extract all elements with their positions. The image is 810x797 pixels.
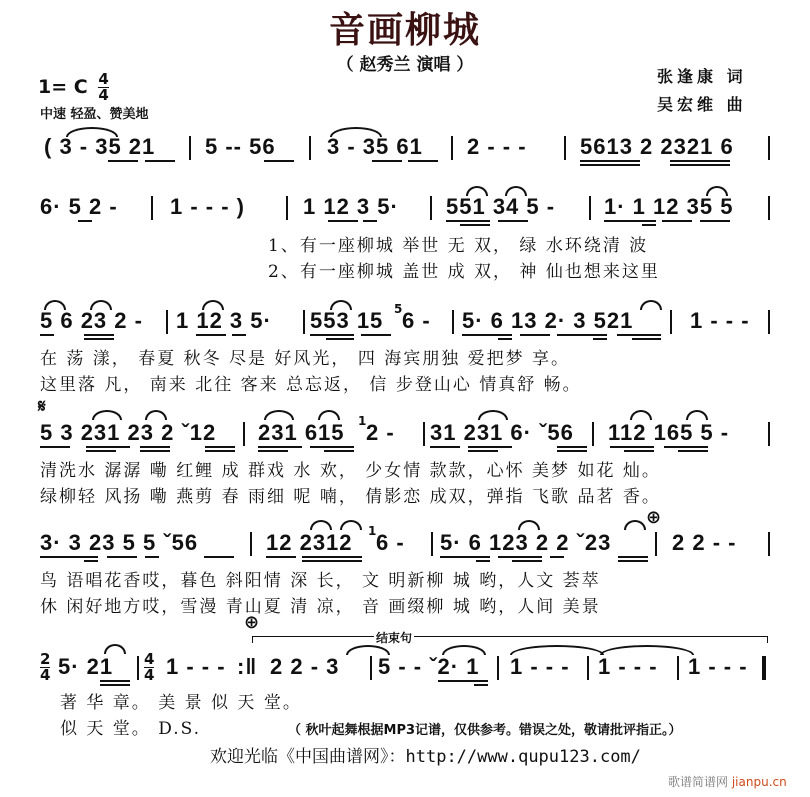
time-sig-den: 4 — [40, 666, 51, 684]
barline — [423, 422, 425, 446]
underline — [232, 334, 246, 336]
barline — [430, 196, 432, 220]
tie-arc — [510, 645, 604, 655]
lyrics-verse-1: 在 荡 漾， 春夏 秋冬 尽是 好风光， 四 海宾朋独 爱把梦 享。 — [40, 349, 571, 369]
barline — [309, 136, 311, 160]
underline — [310, 446, 354, 448]
measure: 1 - - - ) — [170, 194, 245, 219]
underline — [204, 556, 234, 558]
watermark-cn: 歌谱简谱网 — [668, 775, 729, 789]
underline — [632, 338, 661, 340]
key-signature — [38, 72, 109, 103]
underline — [78, 220, 92, 222]
measure: 3 - 35 61 — [327, 134, 423, 159]
barline — [768, 136, 770, 160]
underline — [302, 556, 362, 558]
measure: 6 - — [376, 530, 405, 555]
grace-note: 1 — [358, 414, 367, 428]
barline — [677, 656, 679, 680]
watermark — [668, 773, 787, 790]
song-title: 音画柳城 — [328, 10, 481, 51]
underline — [593, 338, 607, 340]
underline — [264, 160, 294, 162]
measure: 1 12 3 5· — [303, 194, 399, 219]
underline — [557, 446, 587, 448]
barline — [250, 532, 252, 556]
underline — [474, 684, 488, 686]
underline — [258, 450, 288, 452]
measure: 5 6 23 2 - — [40, 308, 143, 333]
tie-arc — [706, 186, 728, 196]
underline — [446, 220, 490, 222]
barline — [592, 422, 594, 446]
underline — [324, 450, 354, 452]
underline — [140, 450, 170, 452]
grace-note: 1 — [368, 524, 377, 538]
measure: 12 2312 — [266, 530, 353, 555]
time-signature-2-4 — [40, 652, 50, 683]
barline — [768, 196, 770, 220]
underline — [84, 338, 114, 340]
singer-credit: （ 赵秀兰 演唱 ） — [336, 55, 474, 75]
measure: 2 2 - - — [672, 530, 737, 555]
barline — [286, 196, 288, 220]
coda-icon: ⊕ — [646, 507, 662, 528]
tie-arc — [686, 410, 708, 420]
tie-arc — [264, 410, 294, 420]
underline — [196, 334, 226, 336]
underline — [618, 556, 648, 558]
underline — [302, 560, 362, 562]
tie-arc — [90, 300, 112, 310]
underline — [40, 446, 70, 448]
measure: 5· 6 13 2· 3 521 — [462, 308, 634, 333]
measure: 2 2 - 3 — [270, 654, 340, 679]
tie-arc — [330, 127, 382, 137]
segno-icon: 𝄋 — [38, 396, 46, 417]
repeat-sign: :‖ — [237, 654, 258, 679]
measure: 231 615 — [258, 420, 345, 445]
underline — [40, 556, 98, 558]
barline — [768, 310, 770, 334]
barline — [137, 656, 139, 680]
barline — [451, 136, 453, 160]
barline — [303, 310, 305, 334]
tie-arc — [66, 127, 118, 137]
underline — [100, 680, 130, 682]
lyricist-credit: 张逢康 词 — [657, 67, 747, 86]
measure: 6 - — [402, 308, 431, 333]
barline — [151, 196, 153, 220]
underline — [678, 450, 708, 452]
ending-bracket — [252, 636, 768, 643]
underline — [512, 560, 542, 562]
barline — [589, 196, 591, 220]
lyrics-verse-2: 2、有一座柳城 盖世 成 双， 神 仙也想来这里 — [268, 262, 660, 282]
underline — [310, 334, 354, 336]
underline — [498, 220, 528, 222]
underline — [100, 684, 130, 686]
underline — [108, 160, 138, 162]
tempo-marking: 中速 轻盈、赞美地 — [40, 107, 149, 122]
underline — [468, 446, 512, 448]
tie-arc — [104, 644, 126, 654]
underline — [670, 160, 730, 162]
measure: 3· 3 23 5 5 ˇ56 — [40, 530, 199, 555]
time-sig-num: 4 — [98, 70, 109, 88]
lyrics-verse-1: 著 华 章。 美 景 似 天 堂。 — [60, 693, 302, 713]
underline — [140, 446, 170, 448]
transcription-note: （ 秋叶起舞根据MP3记谱，仅供参考。错误之处，敬请批评指正。） — [288, 723, 682, 738]
measure: 5 - - ˇ2· 1 — [378, 654, 480, 679]
underline — [258, 446, 302, 448]
tie-arc — [478, 410, 508, 420]
underline — [700, 220, 730, 222]
lyrics-verse-2: 似 天 堂。 D.S. — [60, 719, 202, 739]
underline — [372, 160, 402, 162]
underline — [610, 446, 654, 448]
underline — [145, 160, 175, 162]
measure: 1 - - - — [166, 654, 226, 679]
underline — [107, 556, 137, 558]
tie-arc — [624, 520, 646, 530]
underline — [520, 334, 550, 336]
ending-label: 结束句 — [376, 631, 413, 645]
measure: 551 34 5 - — [446, 194, 556, 219]
barline — [370, 656, 372, 680]
composer-credit: 吴宏维 曲 — [657, 95, 747, 114]
underline — [462, 334, 512, 336]
underline — [363, 220, 377, 222]
grace-note: 5 — [394, 302, 403, 316]
underline — [604, 220, 656, 222]
measure: 2 - — [366, 420, 395, 445]
measure: 6· 5 2 - — [40, 194, 118, 219]
tie-arc — [202, 300, 224, 310]
barline — [166, 310, 168, 334]
underline — [642, 224, 656, 226]
underline — [86, 446, 130, 448]
underline — [361, 334, 391, 336]
underline — [430, 446, 460, 448]
underline — [557, 450, 587, 452]
measure: 1 - - - — [690, 308, 750, 333]
time-signature-4-4 — [144, 652, 154, 683]
final-barline — [762, 656, 766, 680]
underline — [624, 450, 654, 452]
tie-arc — [44, 300, 66, 310]
tie-arc — [505, 186, 527, 196]
barline — [587, 656, 589, 680]
underline — [580, 160, 640, 162]
underline — [580, 164, 640, 166]
time-sig-num: 4 — [144, 650, 155, 668]
barline — [655, 532, 657, 556]
underline — [662, 220, 692, 222]
tie-arc — [600, 645, 694, 655]
underline — [145, 556, 159, 558]
underline — [408, 160, 438, 162]
lyrics-verse-1: 清洗水 潺潺 嘞 红鲤 成 群戏 水 欢， 少女情 款款，心怀 美梦 如花 灿。 — [40, 461, 661, 481]
key-label: 1= C — [38, 76, 88, 98]
measure: 31 231 6· ˇ56 — [430, 420, 574, 445]
tie-arc — [630, 410, 652, 420]
underline — [84, 560, 98, 562]
underline — [670, 164, 730, 166]
measure: 5 3 231 23 2 ˇ12 — [40, 420, 217, 445]
underline — [205, 450, 235, 452]
underline — [476, 560, 490, 562]
underline — [86, 450, 116, 452]
measure: 1 - - - — [688, 654, 748, 679]
barline — [431, 532, 433, 556]
tie-arc — [310, 520, 332, 530]
underline — [266, 556, 296, 558]
barline — [564, 136, 566, 160]
measure: 1 - - - — [598, 654, 658, 679]
underline — [498, 556, 542, 558]
underline — [498, 338, 512, 340]
time-signature — [98, 72, 108, 103]
lyrics-verse-1: 鸟 语唱花香哎，暮色 斜阳情 深 长， 文 明新柳 城 哟，人文 荟萃 — [40, 571, 601, 591]
tie-arc — [318, 410, 340, 420]
tie-arc — [518, 520, 540, 530]
measure: 5 -- 56 — [205, 134, 276, 159]
lyrics-verse-1: 1、有一座柳城 举世 无 双， 绿 水环绕清 波 — [268, 236, 649, 256]
underline — [205, 446, 235, 448]
lyrics-verse-2: 休 闲好地方哎，雪漫 青山夏 清 凉， 音 画缀柳 城 哟，人间 美景 — [40, 597, 601, 617]
tie-arc — [640, 300, 662, 310]
tie-arc — [466, 186, 488, 196]
barline — [768, 422, 770, 446]
measure: 5613 2 2321 6 — [580, 134, 734, 159]
tie-arc — [145, 410, 167, 420]
measure: 112 165 5 - — [608, 420, 730, 445]
measure: 5· 6 123 2 2 ˇ23 — [440, 530, 612, 555]
time-sig-den: 4 — [98, 86, 109, 104]
barline — [189, 136, 191, 160]
tie-arc — [92, 410, 122, 420]
underline — [664, 446, 708, 448]
website-credit: 欢迎光临《中国曲谱网》：http://www.qupu123.com/ — [210, 747, 641, 767]
barline — [452, 310, 454, 334]
underline — [468, 450, 498, 452]
underline — [328, 220, 358, 222]
tie-arc — [346, 645, 390, 655]
barline — [670, 310, 672, 334]
barline — [497, 656, 499, 680]
watermark-en: jianpu.cn — [731, 775, 787, 789]
measure: 1 12 3 5· — [176, 308, 272, 333]
measure: 553 15 — [310, 308, 384, 333]
barline — [243, 422, 245, 446]
barline — [768, 532, 770, 556]
lyrics-verse-2: 绿柳轻 风扬 嘞 燕剪 春 雨细 呢 喃， 倩影恋 成双，弹指 飞歌 品茗 香。 — [40, 487, 661, 507]
tie-arc — [340, 520, 362, 530]
underline — [440, 556, 490, 558]
time-sig-num: 2 — [40, 650, 51, 668]
underline — [438, 680, 488, 682]
underline — [40, 334, 54, 336]
measure: ( 3 - 35 21 — [44, 134, 156, 159]
lyrics-verse-2: 这里落 凡， 南来 北往 客来 总忘返， 信 步登山心 情真舒 畅。 — [40, 375, 582, 395]
measure: 1· 1 12 35 5 — [604, 194, 734, 219]
coda-icon: ⊕ — [244, 612, 260, 633]
tie-arc — [442, 645, 486, 655]
tie-arc — [330, 300, 352, 310]
underline — [550, 556, 564, 558]
underline — [326, 338, 354, 340]
underline — [617, 334, 661, 336]
measure: 1 - - - — [510, 654, 570, 679]
time-sig-den: 4 — [144, 666, 155, 684]
underline — [460, 224, 490, 226]
underline — [618, 560, 648, 562]
underline — [557, 334, 607, 336]
measure: 2 - - - — [467, 134, 527, 159]
underline — [84, 334, 114, 336]
measure: 5· 21 — [58, 654, 114, 679]
